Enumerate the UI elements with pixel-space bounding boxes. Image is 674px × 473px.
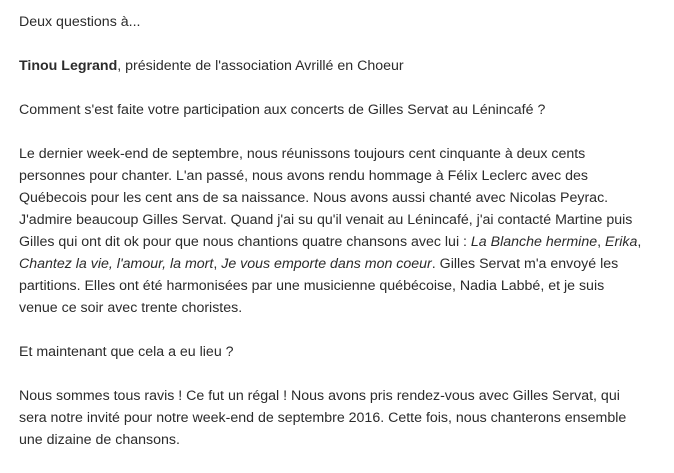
- song-title: La Blanche hermine: [470, 234, 598, 250]
- answer-1-text: . Gilles Servat m'a envoyé les: [431, 256, 619, 272]
- answer-1-line: venue ce soir avec trente choristes.: [19, 300, 243, 316]
- answer-1-text: Gilles qui ont dit ok pour que nous chantions quatre chansons avec lui :: [19, 234, 471, 250]
- answer-1: [19, 143, 674, 319]
- answer-1-text: ,: [637, 234, 642, 250]
- answer-1-text: ,: [213, 256, 222, 272]
- intro-heading: Deux questions à...: [19, 14, 141, 30]
- article-body: [19, 11, 674, 473]
- answer-1-line: [19, 231, 674, 253]
- byline: [19, 55, 674, 77]
- answer-2-line: sera notre invité pour notre week-end de septembre 2016. Cette fois, nous chanterons ensemble: [19, 410, 627, 426]
- song-title: Chantez la vie, l'amour, la mort: [19, 256, 214, 272]
- answer-1-line: Le dernier week-end de septembre, nous réunissons toujours cent cinquante à deux cents: [19, 146, 586, 162]
- answer-1-line: J'admire beaucoup Gilles Servat. Quand j'ai su qu'il venait au Lénincafé, j'ai contacté Martine puis: [19, 212, 633, 228]
- answer-1-line: Québecois pour les cent ans de sa naissance. Nous avons aussi chanté avec Nicolas Peyrac.: [19, 190, 609, 206]
- interviewee-name: Tinou Legrand: [19, 58, 118, 74]
- answer-2-line: une dizaine de chansons.: [19, 432, 180, 448]
- song-title: Je vous emporte dans mon coeur: [221, 256, 432, 272]
- answer-1-line: personnes pour chanter. L'an passé, nous avons rendu hommage à Félix Leclerc avec des: [19, 168, 588, 184]
- answer-1-line: partitions. Elles ont été harmonisées par une musicienne québécoise, Nadia Labbé, et je suis: [19, 278, 605, 294]
- question-1: Comment s'est faite votre participation aux concerts de Gilles Servat au Lénincafé ?: [19, 102, 546, 118]
- interviewee-role: , présidente de l'association Avrillé en Choeur: [117, 58, 404, 74]
- answer-2: [19, 385, 674, 451]
- answer-2-line: Nous sommes tous ravis ! Ce fut un régal ! Nous avons pris rendez-vous avec Gilles Servat, qui: [19, 388, 620, 404]
- question-2: Et maintenant que cela a eu lieu ?: [19, 344, 234, 360]
- song-title: Erika: [605, 234, 638, 250]
- answer-1-text: ,: [597, 234, 606, 250]
- answer-1-line: [19, 253, 674, 275]
